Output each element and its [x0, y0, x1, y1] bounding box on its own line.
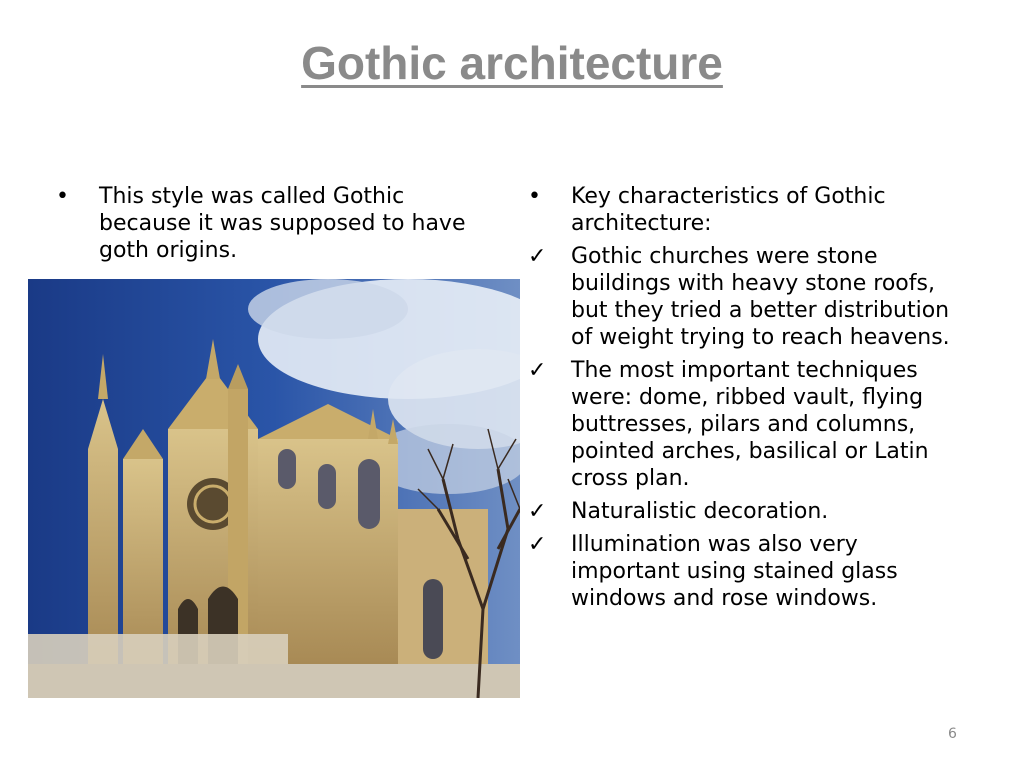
checkmark-icon: ✓ [528, 499, 547, 524]
checklist-item [528, 243, 968, 351]
checklist-item [528, 498, 968, 525]
left-column [56, 183, 496, 270]
checklist-text: Naturalistic decoration. [571, 499, 829, 524]
checkmark-icon: ✓ [528, 244, 547, 269]
checklist-item [528, 531, 968, 612]
bullet-dot-icon: • [528, 184, 541, 209]
slide-title-text: Gothic architecture [301, 37, 723, 89]
checklist-text: The most important techniques were: dome, ribbed vault, flying buttresses, pilars and columns, pointed arches, basilical or Latin cross plan. [571, 358, 929, 491]
bullet-text: Key characteristics of Gothic architecture: [571, 184, 886, 236]
checklist-item [528, 357, 968, 492]
checkmark-icon: ✓ [528, 358, 547, 383]
page-number: 6 [948, 726, 957, 742]
slide-title [0, 36, 1024, 90]
checklist-text: Illumination was also very important using stained glass windows and rose windows. [571, 532, 898, 611]
bullet-dot-icon: • [56, 184, 69, 209]
right-column [528, 183, 968, 618]
bullet-item [528, 183, 968, 237]
bullet-item [56, 183, 496, 264]
bullet-text: This style was called Gothic because it was supposed to have goth origins. [99, 184, 466, 263]
checklist-text: Gothic churches were stone buildings with heavy stone roofs, but they tried a better distribution of weight trying to reach heavens. [571, 244, 950, 350]
cathedral-photo [28, 279, 520, 698]
checkmark-icon: ✓ [528, 532, 547, 557]
